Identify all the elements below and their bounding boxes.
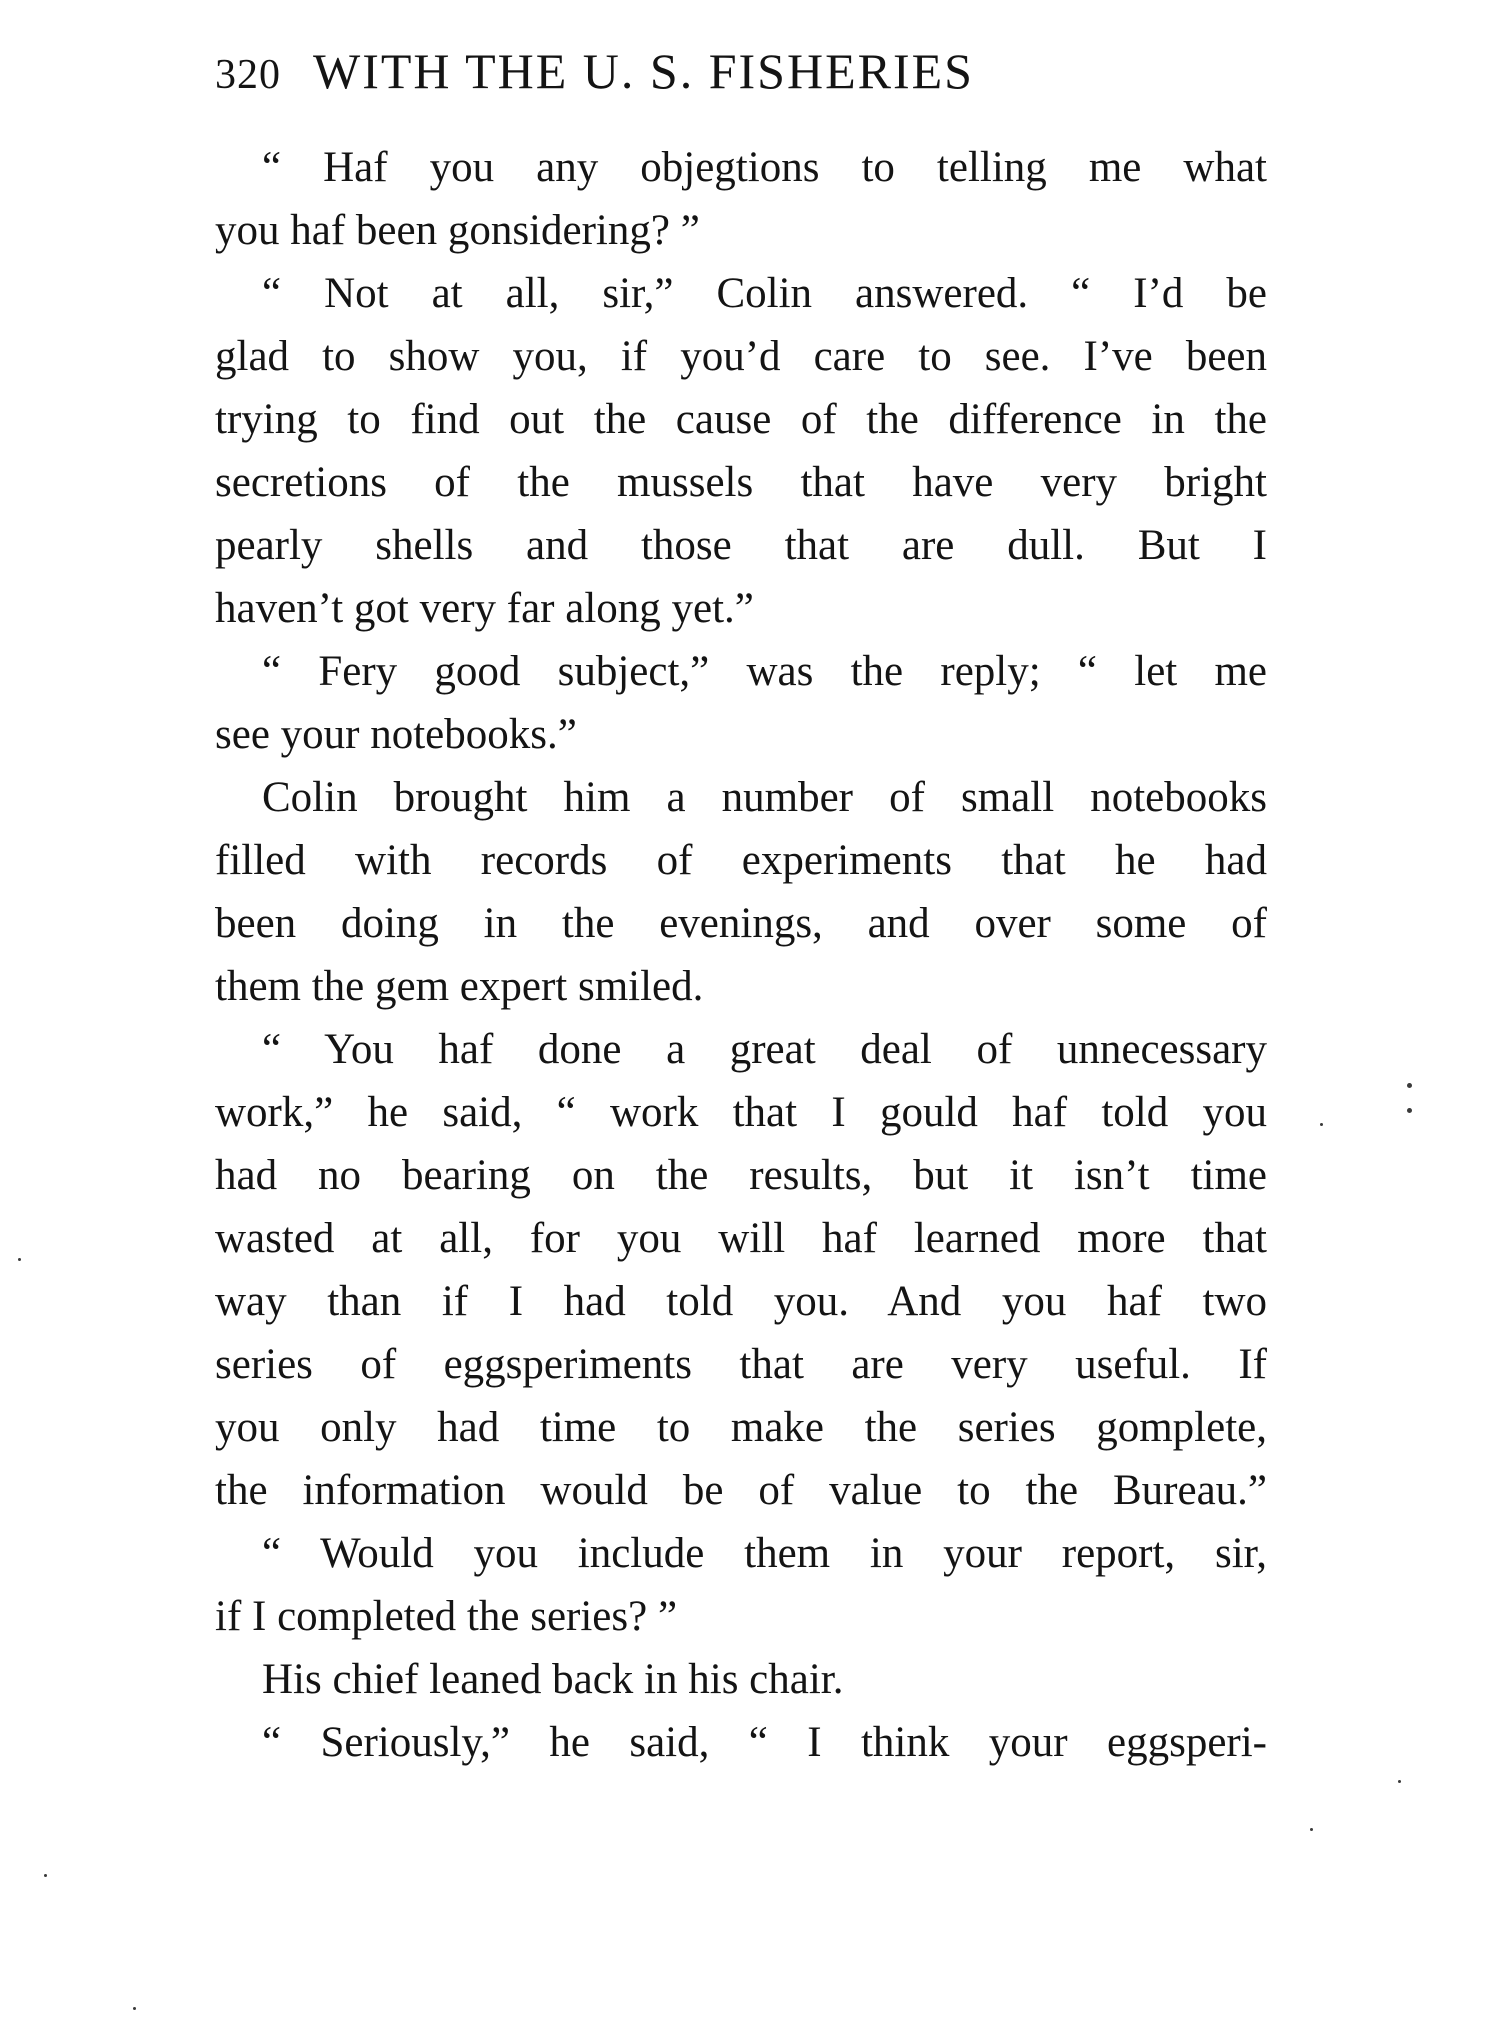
text-line: secretions of the mussels that have very bright xyxy=(215,459,1267,506)
text-line: been doing in the evenings, and over some of xyxy=(215,900,1267,947)
running-title: WITH THE U. S. FISHERIES xyxy=(313,43,974,99)
text-line: His chief leaned back in his chair. xyxy=(262,1656,844,1703)
text-line: series of eggsperiments that are very useful. If xyxy=(215,1341,1267,1388)
scan-speck xyxy=(1407,1083,1412,1088)
text-line: them the gem expert smiled. xyxy=(215,963,704,1010)
text-line: wasted at all, for you will haf learned more that xyxy=(215,1215,1267,1262)
text-line: “ Would you include them in your report, sir, xyxy=(262,1530,1267,1577)
scan-speck xyxy=(1407,1108,1412,1113)
scan-speck xyxy=(44,1874,47,1877)
text-line: had no bearing on the results, but it isn’t time xyxy=(215,1152,1267,1199)
text-line: work,” he said, “ work that I gould haf told you xyxy=(215,1089,1267,1136)
text-line: if I completed the series? ” xyxy=(215,1593,678,1640)
text-line: “ Seriously,” he said, “ I think your eggsperi- xyxy=(262,1719,1267,1766)
scan-speck xyxy=(1320,1123,1323,1126)
text-line: filled with records of experiments that he had xyxy=(215,837,1267,884)
text-line: see your notebooks.” xyxy=(215,711,577,758)
text-line: glad to show you, if you’d care to see. I’ve been xyxy=(215,333,1267,380)
text-line: you only had time to make the series gomplete, xyxy=(215,1404,1267,1451)
text-line: pearly shells and those that are dull. But I xyxy=(215,522,1267,569)
running-header xyxy=(215,42,1265,122)
scan-speck xyxy=(133,2007,136,2010)
page-number: 320 xyxy=(215,52,281,98)
text-line: you haf been gonsidering? ” xyxy=(215,207,700,254)
text-line: way than if I had told you. And you haf two xyxy=(215,1278,1267,1325)
scan-speck xyxy=(1398,1780,1401,1783)
text-line: “ Fery good subject,” was the reply; “ let me xyxy=(262,648,1267,695)
scan-speck xyxy=(18,1258,21,1261)
text-line: the information would be of value to the Bureau.” xyxy=(215,1467,1267,1514)
text-line: trying to find out the cause of the difference in the xyxy=(215,396,1267,443)
text-line: “ Haf you any objegtions to telling me what xyxy=(262,144,1267,191)
text-line: haven’t got very far along yet.” xyxy=(215,585,754,632)
text-line: “ Not at all, sir,” Colin answered. “ I’d be xyxy=(262,270,1267,317)
text-line: Colin brought him a number of small notebooks xyxy=(262,774,1267,821)
text-line: “ You haf done a great deal of unnecessary xyxy=(262,1026,1267,1073)
scan-speck xyxy=(1310,1828,1313,1831)
